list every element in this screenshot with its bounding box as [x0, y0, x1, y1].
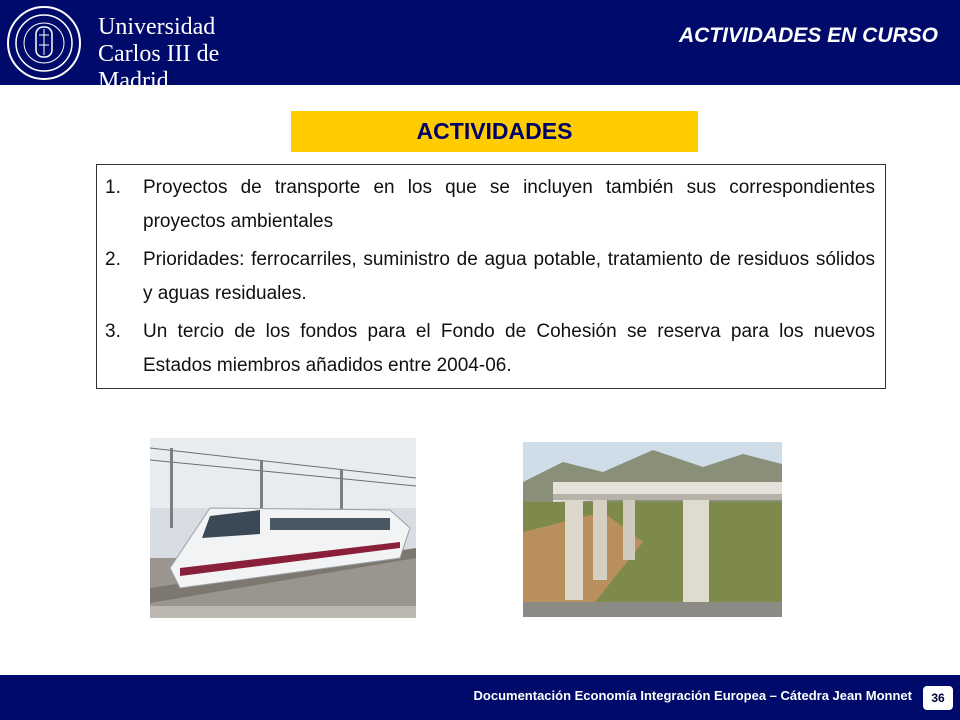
footer-text: Documentación Economía Integración Europea – Cátedra Jean Monnet	[473, 688, 912, 703]
high-speed-train-photo	[150, 438, 416, 618]
header-bar	[0, 0, 960, 94]
list-item-number: 2.	[105, 249, 121, 270]
list-item	[105, 171, 875, 239]
list-item-text: Un tercio de los fondos para el Fondo de Cohesión se reserva para los nuevos Estados miembros añadidos entre 2004-06.	[143, 321, 875, 376]
university-name-line2: Carlos III de Madrid	[98, 41, 220, 94]
highway-viaduct-photo	[523, 442, 782, 617]
activities-banner: ACTIVIDADES	[291, 111, 698, 152]
list-item-number: 3.	[105, 321, 121, 342]
list-item-text: Proyectos de transporte en los que se incluyen también sus correspondientes proyectos ambientales	[143, 177, 875, 232]
list-item	[105, 243, 875, 311]
activities-list	[96, 164, 886, 389]
university-name-line1: Universidad	[98, 14, 216, 40]
list-item-text: Prioridades: ferrocarriles, suministro de agua potable, tratamiento de residuos sólidos y aguas residuales.	[143, 249, 875, 304]
university-seal-icon	[6, 5, 82, 81]
footer-bar	[0, 675, 960, 720]
section-title: ACTIVIDADES EN CURSO	[678, 24, 938, 47]
university-name	[98, 14, 276, 95]
university-logo	[0, 0, 276, 94]
page-number: 36	[923, 686, 953, 710]
list-item-number: 1.	[105, 177, 121, 198]
list-item	[105, 315, 875, 383]
